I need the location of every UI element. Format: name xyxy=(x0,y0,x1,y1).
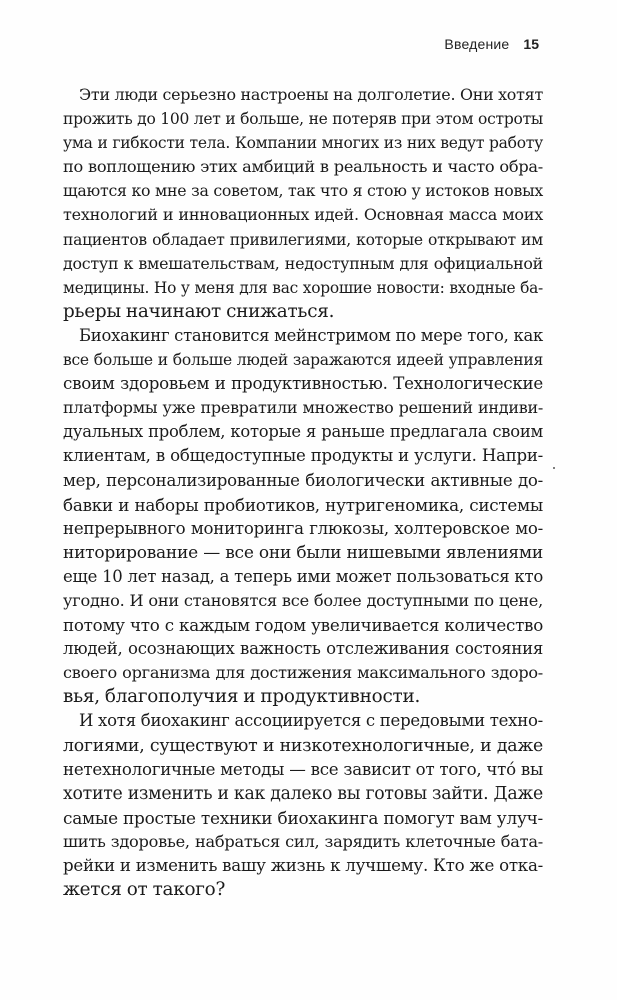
text-line: по воплощению этих амбиций в реальность и часто обра- xyxy=(63,157,543,177)
text-line: пациентов обладает привилегиями, которые открывают им xyxy=(63,230,543,249)
text-line: ниторирование — все они были нишевыми явлениями xyxy=(63,542,543,563)
text-line: шить здоровье, набраться сил, зарядить клеточные бата- xyxy=(63,831,543,851)
running-header xyxy=(444,36,539,52)
text-line: непрерывного мониторинга глюкозы, холтеровское мо- xyxy=(63,518,543,538)
text-line: своим здоровьем и продуктивностью. Технологические xyxy=(63,374,543,394)
text-line: рейки и изменить вашу жизнь к лучшему. Кто же отка- xyxy=(63,856,543,875)
text-line: технологий и инновационных идей. Основная масса моих xyxy=(63,205,543,225)
text-line: еще 10 лет назад, а теперь ими может пользоваться кто xyxy=(63,566,543,586)
text-line: бавки и наборы пробиотиков, нутригеномика, системы xyxy=(63,494,543,515)
section-title: Введение xyxy=(444,36,510,52)
text-line: жется от такого? xyxy=(63,879,226,901)
text-line: самые простые техники биохакинга помогут вам улуч- xyxy=(63,807,543,828)
text-line: медицины. Но у меня для вас хорошие новости: входные ба- xyxy=(63,278,543,297)
text-line: угодно. И они становятся все более доступными по цене, xyxy=(63,590,543,610)
page-number: 15 xyxy=(523,36,539,52)
text-line: потому что с каждым годом увеличивается количество xyxy=(63,615,543,636)
text-line: Биохакинг становится мейнстримом по мере того, как xyxy=(79,325,543,345)
text-line: логиями, существуют и низкотехнологичные, и даже xyxy=(63,735,543,756)
text-line: все больше и больше людей заражаются идеей управления xyxy=(63,351,543,370)
text-line: нетехнологичные методы — все зависит от того, что́ вы xyxy=(63,759,543,779)
text-line: И хотя биохакинг ассоциируется с передовыми техно- xyxy=(79,711,543,731)
text-line: Эти люди серьезно настроены на долголетие. Они хотят xyxy=(79,85,543,104)
text-line: клиентам, в общедоступные продукты и услуги. Напри- xyxy=(63,446,543,466)
text-line: своего организма для достижения максимального здоро- xyxy=(63,663,543,683)
text-line: ума и гибкости тела. Компании многих из них ведут работу xyxy=(63,134,543,153)
text-line: хотите изменить и как далеко вы готовы зайти. Даже xyxy=(63,783,543,804)
text-line: рьеры начинают снижаться. xyxy=(63,300,335,322)
text-line: мер, персонализированные биологически активные до- xyxy=(63,470,543,490)
text-line: вья, благополучия и продуктивности. xyxy=(63,686,421,708)
text-line: доступ к вмешательствам, недоступным для официальной xyxy=(63,253,543,273)
text-line: прожить до 100 лет и больше, не потеряв при этом остроты xyxy=(63,110,543,129)
text-line: щаются ко мне за советом, так что я стою у истоков новых xyxy=(63,181,543,201)
scan-speck xyxy=(553,467,555,469)
text-line: людей, осознающих важность отслеживания состояния xyxy=(63,639,543,659)
text-line: дуальных проблем, которые я раньше предлагала своим xyxy=(63,422,543,442)
body-text xyxy=(63,83,543,902)
text-line: платформы уже превратили множество решений индиви- xyxy=(63,398,543,418)
